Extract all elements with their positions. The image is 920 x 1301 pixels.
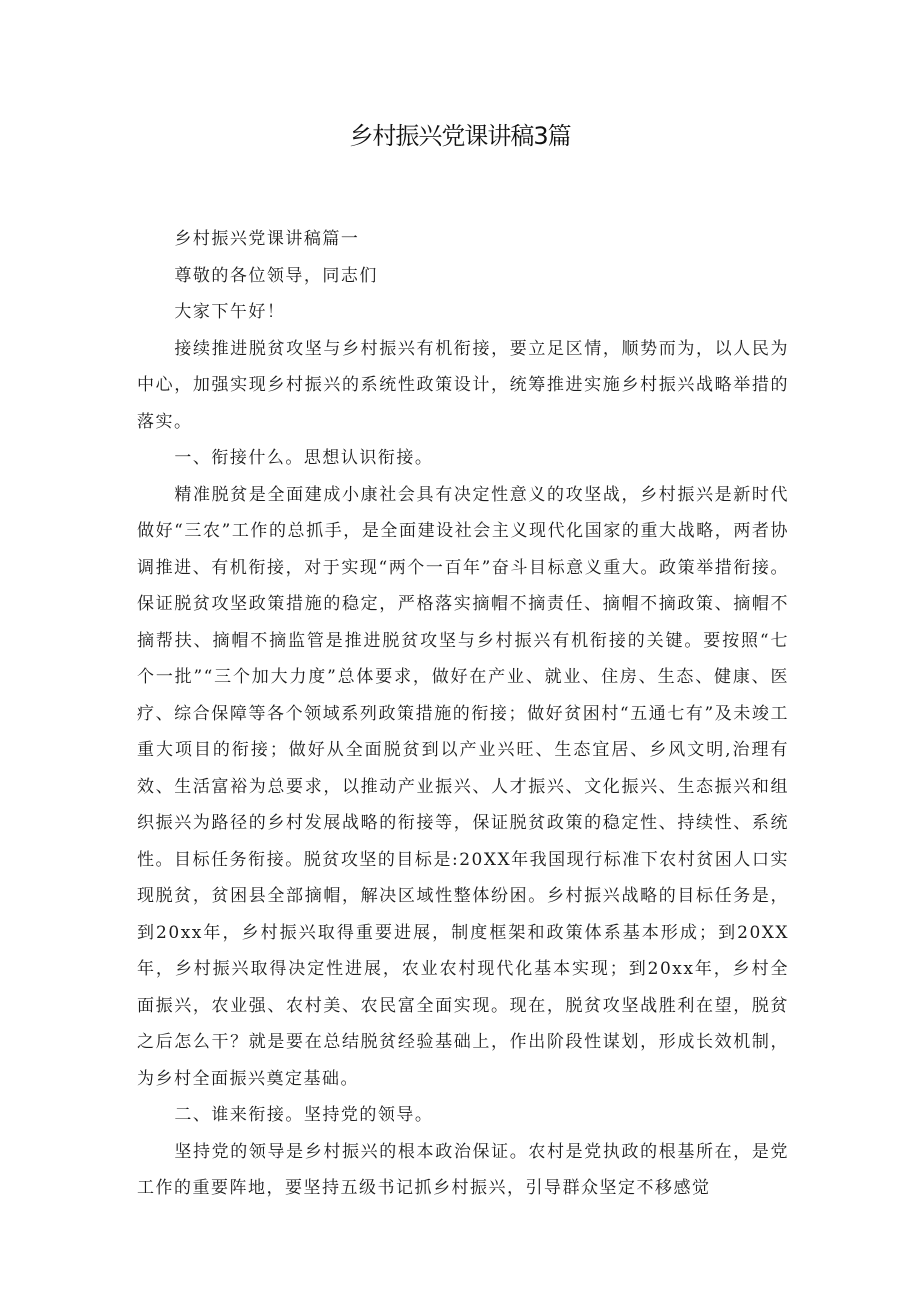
salutation: 尊敬的各位领导，同志们 bbox=[174, 265, 378, 286]
subheading: 二、谁来衔接。坚持党的领导。 bbox=[174, 1105, 434, 1125]
body-paragraph: 坚持党的领导是乡村振兴的根本政治保证。农村是党执政的根基所在，是党工作的重要阵地，要坚持五级书记抓乡村振兴，引导群众坚定不移感觉 bbox=[137, 1141, 789, 1198]
section-heading: 乡村振兴党课讲稿篇一 bbox=[174, 229, 360, 249]
subheading: 一、衔接什么。思想认识衔接。 bbox=[174, 448, 434, 468]
greeting: 大家下午好！ bbox=[174, 302, 286, 322]
document-body bbox=[137, 221, 789, 1207]
body-paragraph: 精准脱贫是全面建成小康社会具有决定性意义的攻坚战，乡村振兴是新时代做好“三农”工作的总抓手，是全面建设社会主义现代化国家的重大战略，两者协调推进、有机衔接，对于实现“两个一百年”奋斗目标意义重大。政策举措衔接。保证脱贫攻坚政策措施的稳定，严格落实摘帽不摘责任、摘帽不摘政策、摘帽不摘帮扶、摘帽不摘监管是推进脱贫攻坚与乡村振兴有机衔接的关键。要按照“七个一批”“三个加大力度”总体要求，做好在产业、就业、住房、生态、健康、医疗、综合保障等各个领域系列政策措施的衔接；做好贫困村“五通七有”及未竣工重大项目的衔接；做好从全面脱贫到以产业兴旺、生态宜居、乡风文明,治理有效、生活富裕为总要求，以推动产业振兴、人才振兴、文化振兴、生态振兴和组织振兴为路径的乡村发展战略的衔接等，保证脱贫政策的稳定性、持续性、系统性。目标任务衔接。脱贫攻坚的目标是:20XX年我国现行标准下农村贫困人口实现脱贫，贫困县全部摘帽，解决区域性整体纷困。乡村振兴战略的目标任务是，到20xx年，乡村振兴取得重要进展，制度框架和政策体系基本形成；到20XX年，乡村振兴取得决定性进展，农业农村现代化基本实现；到20xx年，乡村全面振兴，农业强、农村美、农民富全面实现。现在，脱贫攻坚战胜利在望，脱贫之后怎么干？就是要在总结脱贫经验基础上，作出阶段性谋划，形成长效机制，为乡村全面振兴奠定基础。 bbox=[137, 484, 789, 1089]
body-paragraph: 接续推进脱贫攻坚与乡村振兴有机衔接，要立足区情，顺势而为，以人民为中心，加强实现乡村振兴的系统性政策设计，统筹推进实施乡村振兴战略举措的落实。 bbox=[137, 338, 789, 432]
document-title: 乡村振兴党课讲稿3篇 bbox=[349, 122, 571, 150]
